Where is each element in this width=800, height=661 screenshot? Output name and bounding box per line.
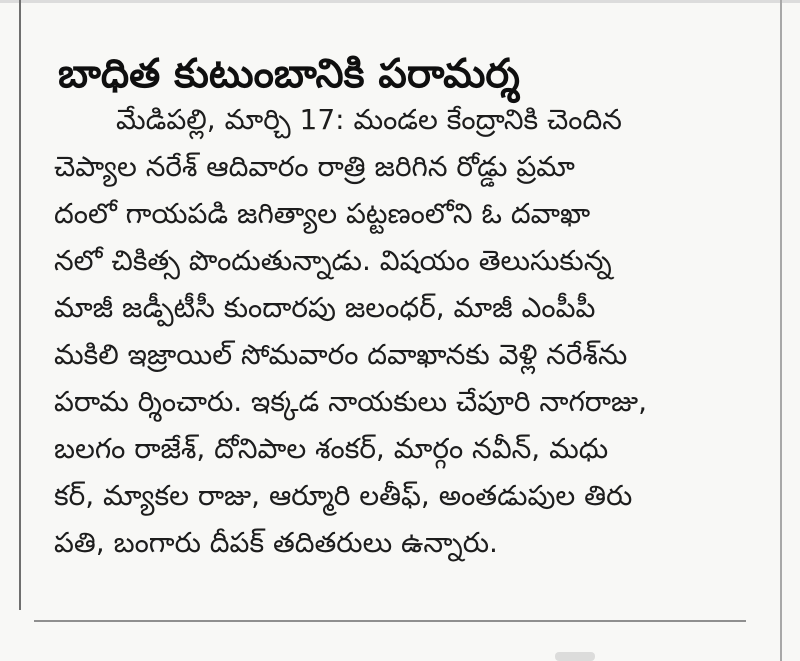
left-column-rule <box>19 0 21 610</box>
right-column-rule <box>780 0 782 661</box>
article-line: మకిలి ఇజ్రాయిల్ సోమవారం దవాఖానకు వెళ్లి నరేశ్‌ను <box>54 338 628 371</box>
article-body <box>54 96 748 566</box>
article-line: చెప్యాల నరేశ్ ఆదివారం రాత్రి జరిగిన రోడ్డు ప్రమా <box>54 150 575 183</box>
bottom-divider <box>34 620 746 622</box>
article-headline: బాధిత కుటుంబానికి పరామర్శ <box>58 50 520 97</box>
print-smudge <box>555 652 595 661</box>
article-line: దంలో గాయపడి జగిత్యాల పట్టణంలోని ఓ దవాఖా <box>54 197 591 230</box>
article-line: నలో చికిత్స పొందుతున్నాడు. విషయం తెలుసుకున్న <box>54 244 612 277</box>
article-line: పతి, బంగారు దీపక్ తదితరులు ఉన్నారు. <box>54 526 498 559</box>
article-line: బలగం రాజేశ్, దోనిపాల శంకర్, మార్గం నవీన్, మధు <box>54 432 609 465</box>
article-line: కర్, మ్యాకల రాజు, ఆర్మూరి లతీఫ్, అంతడుపుల తిరు <box>54 479 633 512</box>
top-border <box>0 0 800 3</box>
article-line: పరామ ర్శించారు. ఇక్కడ నాయకులు చేపూరి నాగరాజు, <box>54 385 648 418</box>
article-line: మేడిపల్లి, మార్చి 17: మండల కేంద్రానికి చెందిన <box>116 103 622 136</box>
article-line: మాజీ జడ్పీటీసీ కుందారపు జలంధర్, మాజీ ఎంపీపీ <box>54 291 596 324</box>
